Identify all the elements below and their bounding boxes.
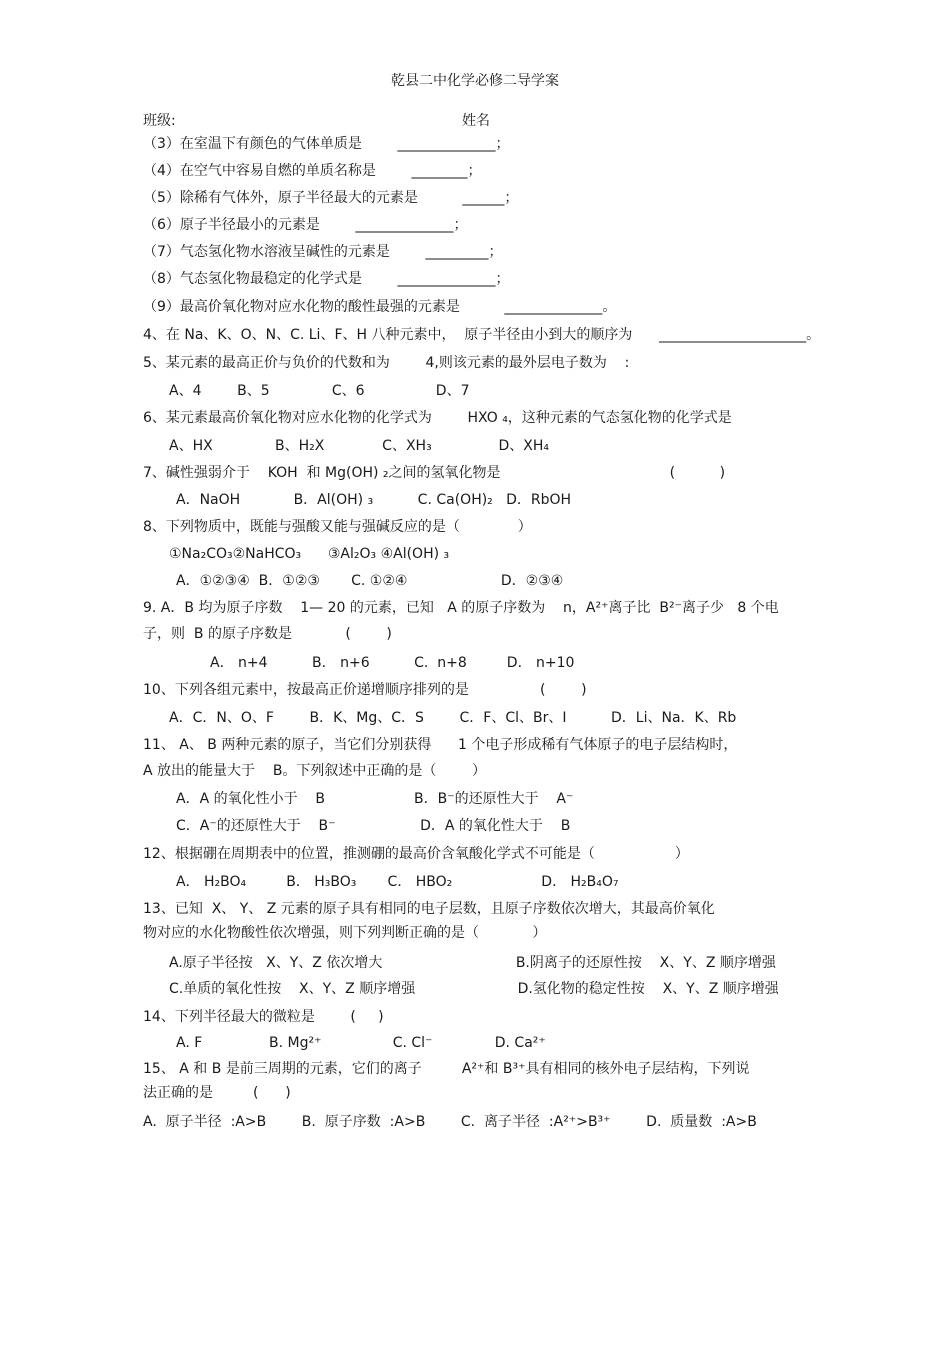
class-label: 班级: (143, 113, 176, 129)
question-line: 10、下列各组元素中，按最高正价递增顺序排列的是 ( ) (143, 682, 587, 698)
question-line: （9）最高价氧化物对应水化物的酸性最强的元素是 ______________。 (143, 299, 617, 315)
question-line: （4）在空气中容易自燃的单质名称是 ________； (143, 163, 482, 179)
name-label: 姓名 (462, 113, 490, 129)
option-line: A．A 的氧化性小于 B B．B⁻的还原性大于 A⁻ (176, 791, 574, 807)
option-line: C.单质的氧化性按 X、Y、Z 顺序增强 D.氢化物的稳定性按 X、Y、Z 顺序增强 (169, 981, 779, 997)
question-line: 9. A．B 均为原子序数 1— 20 的元素，已知 A 的原子序数为 n，A²⁺离子比 B²⁻离子少 8 个电 (143, 600, 779, 616)
option-line: A. 原子半径 :A>B B. 原子序数 :A>B C. 离子半径 :A²⁺>B³⁺ D. 质量数 :A>B (143, 1114, 757, 1130)
question-line: （7）气态氢化物水溶液呈碱性的元素是 _________； (143, 244, 503, 260)
option-line: A. F B. Mg²⁺ C. Cl⁻ D. Ca²⁺ (176, 1035, 546, 1051)
question-line: 子，则 B 的原子序数是 ( ) (143, 626, 392, 642)
question-line: 6、某元素最高价氧化物对应水化物的化学式为 HXO ₄，这种元素的气态氢化物的化学式是 (143, 410, 732, 426)
question-line: 14、下列半径最大的微粒是 ( ) (143, 1009, 384, 1025)
option-line: A、4 B、5 C、6 D、7 (169, 383, 470, 399)
question-line: 物对应的水化物酸性依次增强，则下列判断正确的是（ ） (143, 925, 547, 941)
question-line: （3）在室温下有颜色的气体单质是 ______________； (143, 136, 510, 152)
option-line: A．C．N、O、F B．K、Mg、C．S C．F、Cl、Br、I D．Li、Na．K、Rb (169, 710, 737, 726)
option-line: A．NaOH B．Al(OH) ₃ C. Ca(OH)₂ D．RbOH (176, 492, 572, 508)
question-line: 5、某元素的最高正价与负价的代数和为 4,则该元素的最外层电子数为 : (143, 355, 630, 371)
option-line: C．A⁻的还原性大于 B⁻ D．A 的氧化性大于 B (176, 818, 571, 834)
question-line: 4、在 Na、K、O、N、C. Li、F、H 八种元素中， 原子半径由小到大的顺序为 _____________________。 (143, 327, 821, 343)
question-line: （6）原子半径最小的元素是 ______________； (143, 217, 468, 233)
option-line: A、HX B、H₂X C、XH₃ D、XH₄ (169, 438, 549, 454)
question-line: 7、碱性强弱介于 KOH 和 Mg(OH) ₂之间的氢氧化物是 ( ) (143, 465, 726, 481)
question-line: 法正确的是 ( ) (143, 1085, 291, 1101)
option-line: A． n+4 B． n+6 C. n+8 D． n+10 (210, 655, 575, 671)
option-line: A． H₂BO₄ B． H₃BO₃ C． HBO₂ D． H₂B₄O₇ (176, 874, 619, 890)
question-line: A 放出的能量大于 B。下列叙述中正确的是（ ） (143, 763, 487, 779)
question-line: 13、已知 X、 Y、 Z 元素的原子具有相同的电子层数，且原子序数依次增大，其最高价氧化 (143, 901, 715, 917)
question-line: 8、下列物质中，既能与强酸又能与强碱反应的是（ ） (143, 519, 532, 535)
page-title: 乾县二中化学必修二导学案 (391, 73, 559, 89)
question-line: 15、 A 和 B 是前三周期的元素，它们的离子 A²⁺和 B³⁺具有相同的核外电子层结构，下列说 (143, 1061, 750, 1077)
question-line: （5）除稀有气体外，原子半径最大的元素是 ______； (143, 190, 519, 206)
option-line: ①Na₂CO₃②NaHCO₃ ③Al₂O₃ ④Al(OH) ₃ (169, 546, 450, 562)
option-line: A．①②③④ B．①②③ C. ①②④ D．②③④ (176, 573, 564, 589)
question-line: 12、根据硼在周期表中的位置，推测硼的最高价含氧酸化学式不可能是（ ） (143, 846, 689, 862)
question-line: （8）气态氢化物最稳定的化学式是 ______________； (143, 271, 510, 287)
question-line: 11、 A、 B 两种元素的原子，当它们分别获得 1 个电子形成稀有气体原子的电子层结构时， (143, 737, 738, 753)
option-line: A.原子半径按 X、Y、Z 依次增大 B.阴离子的还原性按 X、Y、Z 顺序增强 (169, 955, 776, 971)
